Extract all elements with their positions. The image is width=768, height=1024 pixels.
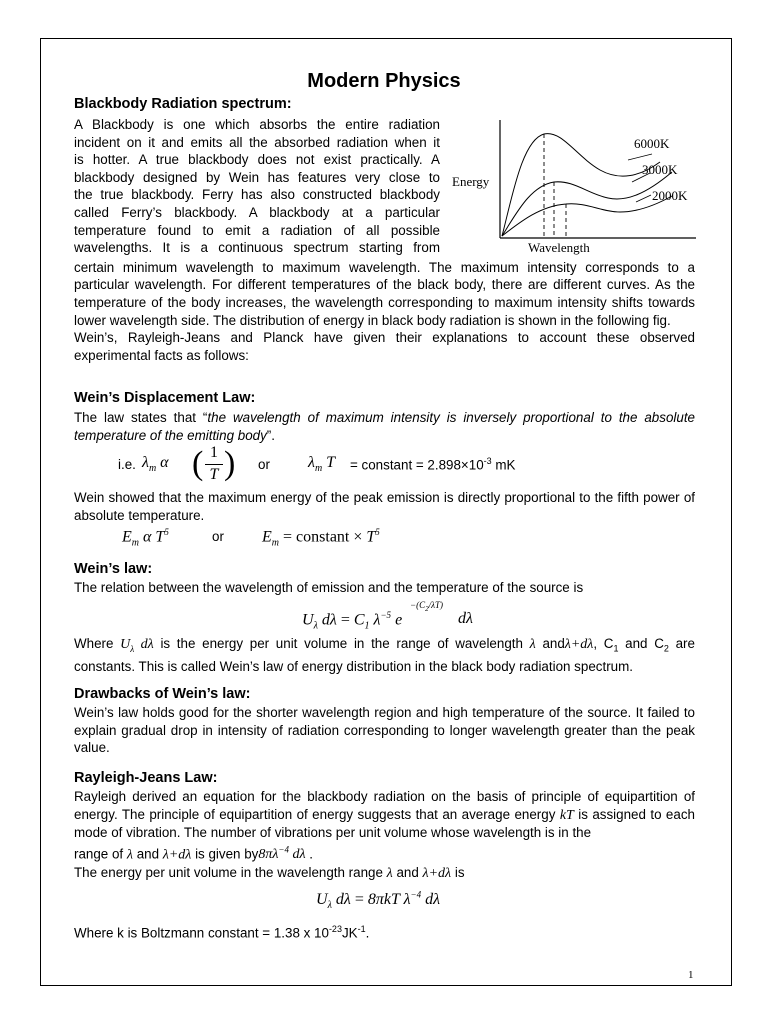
where-prefix: Where bbox=[74, 636, 114, 651]
eq-constant-value bbox=[350, 456, 515, 472]
eq3-exponent: $-(C_2/\lambda T)$ bbox=[410, 600, 443, 613]
range-prefix: range of bbox=[74, 846, 124, 862]
where-mid: is the energy per unit volume in the range of wavelength bbox=[160, 636, 523, 651]
where-rest: are constants. This is called Wein’s law of energy distribution in the black body radiation spectrum. bbox=[74, 636, 695, 675]
bb-line-6: temperature found to emit a radiation of all possible bbox=[74, 222, 440, 238]
where-line: Where $U_\lambda$ dλ is the energy per unit volume in the range of wavelength λ andλ+dλ, $C_1$ and $C_2$ are constants. This is called Wein’s law of energy distribution in the black body radiation spectrum. bbox=[74, 636, 695, 675]
curve-2000k bbox=[502, 196, 672, 236]
energy-prefix: The energy per unit volume in the wavelength range bbox=[74, 865, 383, 881]
where-lambda: λ bbox=[529, 637, 536, 652]
displacement-statement bbox=[74, 409, 695, 444]
energy-and: and bbox=[396, 865, 419, 881]
drawbacks-section bbox=[74, 686, 695, 757]
drawbacks-heading: Drawbacks of Wein’s law: bbox=[74, 686, 251, 702]
displacement-intro: The law states that “ bbox=[74, 410, 208, 425]
blackbody-heading: Blackbody Radiation spectrum: bbox=[74, 96, 292, 112]
eq-frac-bar bbox=[205, 464, 223, 465]
eq2-or: or bbox=[212, 529, 224, 544]
blackbody-section bbox=[74, 96, 695, 112]
label-3000k: 3000K bbox=[642, 162, 678, 177]
blackbody-figure bbox=[450, 118, 698, 260]
where-U: $U_\lambda$ dλ bbox=[120, 637, 154, 654]
eq-lambda-T: $\lambda_m$ T bbox=[308, 454, 336, 475]
bb-line-4: the true blackbody. Ferry has also constructed blackbody bbox=[74, 187, 440, 203]
eq-frac-den: T bbox=[209, 466, 219, 483]
displacement-section bbox=[74, 390, 695, 444]
leader-6000k bbox=[628, 154, 652, 160]
eq-or: or bbox=[258, 457, 270, 472]
bb-line-0: A Blackbody is one which absorbs the entire radiation bbox=[74, 117, 440, 132]
boltz-text: Where k is Boltzmann constant = 1.38 x 10 bbox=[74, 925, 329, 941]
eq3-dlambda: dλ bbox=[458, 610, 473, 627]
weins-law-where bbox=[74, 635, 695, 676]
rayleigh-section bbox=[74, 770, 695, 883]
boltzmann-text bbox=[74, 921, 695, 942]
displacement-quote: the wavelength of maximum intensity is inversely proportional to the absolute temperature of the emitting body bbox=[74, 410, 695, 443]
where-c1: , C bbox=[593, 636, 614, 651]
where-c2: and C bbox=[618, 636, 664, 651]
bb-line-7: wavelengths. It is a continuous spectrum starting from bbox=[74, 240, 440, 256]
blackbody-curves-svg bbox=[450, 118, 698, 260]
eq4-main: $U_\lambda$ dλ = 8πkT $\lambda^{-4}$ dλ bbox=[316, 890, 441, 912]
rayleigh-para-a: Rayleigh derived an equation for the blackbody radiation on the basis of principle of equipartition of energy. The principle of equipartition of energy suggests that an average energy bbox=[74, 789, 695, 822]
eq-constant-unit: mK bbox=[491, 457, 516, 473]
label-6000k: 6000K bbox=[634, 136, 670, 151]
blackbody-para-full bbox=[74, 259, 695, 365]
rayleigh-heading: Rayleigh-Jeans Law: bbox=[74, 770, 218, 786]
eq-ie: i.e. bbox=[118, 457, 136, 472]
weins-law-para: The relation between the wavelength of emission and the temperature of the source is bbox=[74, 580, 584, 595]
where-lambda-dlambda: λ+dλ bbox=[564, 637, 594, 652]
boltz-end: . bbox=[365, 925, 370, 941]
eq2-left: $E_m$ α $T^5$ bbox=[122, 527, 169, 549]
boltz-unit-exp: -1 bbox=[357, 924, 366, 934]
label-2000k: 2000K bbox=[652, 188, 688, 203]
leader-2000k bbox=[636, 195, 651, 202]
rayleigh-para-b: is assigned to each mode of vibration. The number of vibrations per unit volume whose wavelength is in the bbox=[74, 806, 695, 841]
bb-para-2: Wein’s, Rayleigh-Jeans and Planck have given their explanations to account these observed experimental facts as follows: bbox=[74, 330, 695, 363]
rayleigh-kT: kT bbox=[559, 807, 574, 823]
boltzmann-line bbox=[74, 921, 695, 942]
displacement-close: ”. bbox=[266, 427, 275, 443]
eq-paren-left: ( bbox=[192, 445, 204, 482]
range-and: and bbox=[136, 846, 160, 862]
weins-law-equation bbox=[302, 600, 502, 632]
bb-line-2: is hotter. A true blackbody does not exist practically. A bbox=[74, 152, 440, 168]
bb-line-1: incident on it and emits all the absorbed radiation when it bbox=[74, 134, 440, 150]
eq-frac-num: 1 bbox=[210, 444, 218, 461]
rayleigh-para bbox=[74, 788, 695, 842]
boltz-exp: -23 bbox=[328, 924, 342, 934]
boltz-unit: JK bbox=[341, 925, 358, 941]
page-title: Modern Physics bbox=[307, 70, 461, 92]
displacement-para-text: Wein showed that the maximum energy of the peak emission is directly proportional to the fifth power of absolute temperature. bbox=[74, 490, 695, 523]
range-given: is given by bbox=[195, 846, 259, 862]
range-expression: $8\pi\lambda^{-4}$ dλ bbox=[258, 844, 306, 863]
page-number: 1 bbox=[688, 969, 694, 981]
displacement-para bbox=[74, 489, 695, 524]
eq-constant-text: = constant = 2.898×10 bbox=[350, 457, 484, 473]
eq-lambda-m: $\lambda_m$ α bbox=[142, 454, 169, 475]
bb-line-5: called Ferry’s blackbody. A blackbody at a particular bbox=[74, 204, 440, 220]
weins-law-section bbox=[74, 561, 695, 597]
rayleigh-equation bbox=[316, 890, 516, 912]
eq3-main: $U_\lambda$ $d\lambda = C_1$ $\lambda^{-5}$ e bbox=[302, 610, 403, 632]
energy-is: is bbox=[454, 865, 465, 881]
eq-paren-right: ) bbox=[224, 445, 236, 482]
y-axis-label: Energy bbox=[452, 174, 490, 189]
eq-constant-exp: -3 bbox=[483, 456, 492, 466]
eq2-right: $E_m$ = constant × $T^5$ bbox=[262, 527, 380, 549]
curve-3000k bbox=[502, 172, 672, 236]
weins-law-heading: Wein’s law: bbox=[74, 561, 153, 577]
blackbody-para-wrapped bbox=[74, 116, 440, 257]
x-axis-label: Wavelength bbox=[528, 240, 590, 255]
displacement-heading: Wein’s Displacement Law: bbox=[74, 390, 256, 406]
displacement-equation bbox=[118, 444, 698, 488]
bb-para-rest: certain minimum wavelength to maximum wavelength. The maximum intensity corresponds to a particular wavelength. For different temperatures of the black body, there are different curves. As the temperature of the body increases, the wavelength corresponding to maximum intensity shifts towards lower wavelength side. The distribution of energy in black body radiation is shown in the following fig. bbox=[74, 259, 695, 328]
peak-energy-equation bbox=[122, 527, 522, 549]
rayleigh-range-line: range of λ and λ+dλ is given $by8\pi\lambda^{-4}$ dλ . bbox=[74, 844, 314, 863]
drawbacks-para: Wein’s law holds good for the shorter wavelength region and high temperature of the source. It failed to explain gradual drop in intensity of radiation corresponding to longer wavelength greater than the peak value. bbox=[74, 705, 695, 756]
where-and: and bbox=[542, 636, 565, 651]
rayleigh-energy-line: The energy per unit volume in the wavelength range λ and λ+dλ is bbox=[74, 865, 465, 882]
bb-line-3: blackbody designed by Wein has features very close to bbox=[74, 169, 440, 185]
